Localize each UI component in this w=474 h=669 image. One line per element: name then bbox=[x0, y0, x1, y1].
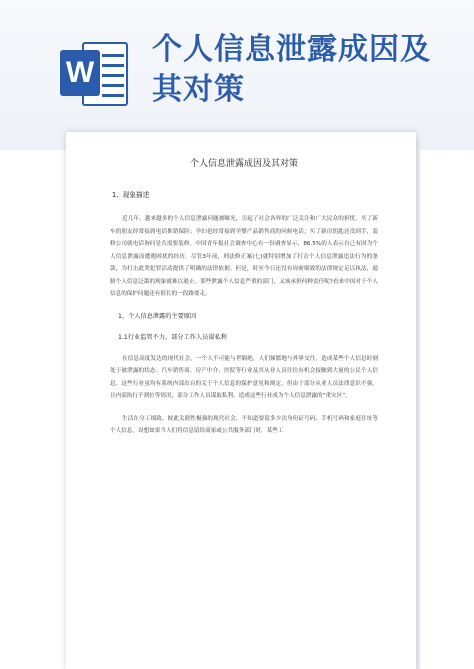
section-heading: 1、现象描述 bbox=[112, 191, 150, 199]
paragraph: 近几年，越来越多的个人信息泄露问题被曝光，引起了社会各界的广泛关注和广大民众的担忧。买了新车的朋友经常接到电话推销保险；孕妇也经常接到孕婴产品销售商的问候电话；买了新房钥匙还没到手，装修公司就电话询问是否需要装修。中国青年报社会调查中心有一份调查显示，86.5%的人表示自己有因为个人信息泄露而遭遇困扰的经历。尽管3年前，刑法修正案(七)就特别增加了打击个人信息泄露违法行为的条款，为打击此类犯罪活动提供了明确的法律依据。但是，时至今日还没有周密细致的法律规定足以执法，遏制个人信息泛滥的现象就难以遏止。那些泄露个人信息严重的部门，又该承担何种责任呢?看来中国对于个人信息的保护问题还有很长的一段路要走。 bbox=[110, 216, 378, 297]
subsection-heading: 1.1行业监管不力，部分工作人员谋私利 bbox=[118, 333, 227, 341]
paragraph: 生活在分工细致、彼此关联性极强的现代社会，不知道要留多少次身份证号码、手机号码和家庭住址等个人信息。设想如果当人们将信息留给商家或公共服务部门时，某些工 bbox=[110, 415, 378, 434]
paragraph: 在信息高度发达的现代社会，一个人不可能与世隔绝，人们频繁地与外界交往，造成某些个人信息时刻处于被泄露的状态。汽车销售商、房产中介、医院等行业及其从业人员往往有机会接触到大量的公民个人信息。这些行业虽均有系统内部出台的关于个人信息的保护意见和规定，但由于部分从业人员法律意识不强，且内部执行不到位等情况，部分工作人员谋取私利，造成这些行业成为个人信息泄露的“重灾区”。 bbox=[110, 355, 378, 399]
word-icon-letter: W bbox=[60, 50, 100, 96]
document-title: 个人信息泄露成因及其对策 bbox=[189, 159, 298, 169]
section-heading: 1、个人信息泄露的主要原因 bbox=[118, 312, 197, 320]
word-icon bbox=[56, 36, 132, 112]
document-body bbox=[110, 156, 378, 448]
banner-title: 个人信息泄露成因及其对策 bbox=[152, 32, 431, 107]
document-page bbox=[66, 132, 416, 669]
